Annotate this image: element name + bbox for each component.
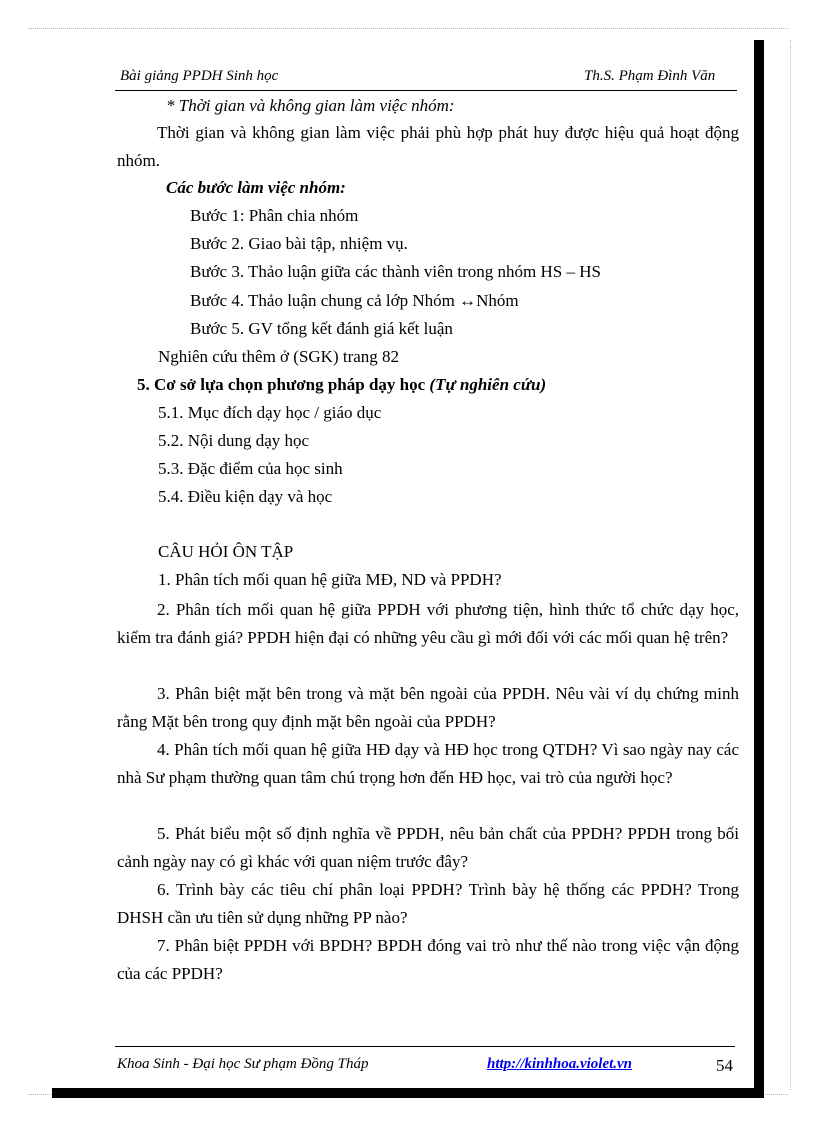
page-shadow-right [754, 40, 764, 1098]
steps-heading: Các bước làm việc nhóm: [166, 178, 346, 197]
footer-website-link[interactable]: http://kinhhoa.violet.vn [487, 1056, 633, 1072]
page-shadow-bottom [52, 1088, 764, 1098]
question-item: 2. Phân tích mối quan hệ giữa PPDH với phương tiện, hình thức tổ chức dạy học, kiểm tra đánh giá? PPDH hiện đại có những yêu cầu gì mới đối với các mối quan hệ trên? [117, 600, 739, 647]
question-item: 6. Trình bày các tiêu chí phân loại PPDH? Trình bày hệ thống các PPDH? Trong DHSH cần ưu tiên sử dụng những PP nào? [117, 880, 739, 927]
section5-item: 5.1. Mục đích dạy học / giáo dục [158, 403, 382, 422]
section5-item: 5.2. Nội dung dạy học [158, 431, 310, 450]
note-paragraph: Thời gian và không gian làm việc phải phù hợp phát huy được hiệu quả hoạt động nhóm. [117, 123, 739, 170]
page-border-top [28, 28, 788, 29]
further-study-note: Nghiên cứu thêm ở (SGK) trang 82 [158, 347, 400, 366]
header-author: Th.S. Phạm Đình Văn [584, 68, 716, 84]
footer-rule [115, 1046, 735, 1047]
page-border-right [790, 40, 791, 1090]
footer-institution: Khoa Sinh - Đại học Sư phạm Đồng Tháp [117, 1056, 369, 1072]
question-item: 5. Phát biểu một số định nghĩa về PPDH, nêu bản chất của PPDH? PPDH trong bối cảnh ngày nay có gì khác với quan niệm trước đây? [117, 824, 739, 871]
question-item: 1. Phân tích mối quan hệ giữa MĐ, ND và PPDH? [158, 570, 502, 589]
section5-note: (Tự nghiên cứu) [429, 375, 547, 394]
question-item: 7. Phân biệt PPDH với BPDH? BPDH đóng vai trò như thế nào trong việc vận động của các PPDH? [117, 936, 739, 983]
header-rule [115, 90, 737, 91]
question-item: 4. Phân tích mối quan hệ giữa HĐ dạy và HĐ học trong QTDH? Vì sao ngày nay các nhà Sư phạm thường quan tâm chú trọng hơn đến HĐ học, vai trò của người học? [117, 740, 739, 787]
step-item: Bước 3. Thảo luận giữa các thành viên trong nhóm HS – HS [190, 262, 601, 281]
note-heading: * Thời gian và không gian làm việc nhóm: [166, 96, 455, 115]
page-number: 54 [716, 1056, 733, 1075]
step-item: Bước 4. Thảo luận chung cả lớp Nhóm ↔Nhóm [190, 291, 519, 310]
section5-item: 5.3. Đặc điểm của học sinh [158, 459, 343, 478]
section5-item: 5.4. Điều kiện dạy và học [158, 487, 333, 506]
step-item: Bước 1: Phân chia nhóm [190, 206, 359, 225]
header-course-title: Bài giảng PPDH Sinh học [120, 68, 279, 84]
step-item: Bước 2. Giao bài tập, nhiệm vụ. [190, 234, 408, 253]
section5-title: 5. Cơ sở lựa chọn phương pháp dạy học [137, 375, 426, 394]
step-item: Bước 5. GV tổng kết đánh giá kết luận [190, 319, 453, 338]
section5-heading [137, 375, 546, 395]
review-heading: CÂU HỎI ÔN TẬP [158, 542, 294, 561]
question-item: 3. Phân biệt mặt bên trong và mặt bên ngoài của PPDH. Nêu vài ví dụ chứng minh rằng Mặt bên trong quy định mặt bên ngoài của PPDH? [117, 684, 739, 731]
